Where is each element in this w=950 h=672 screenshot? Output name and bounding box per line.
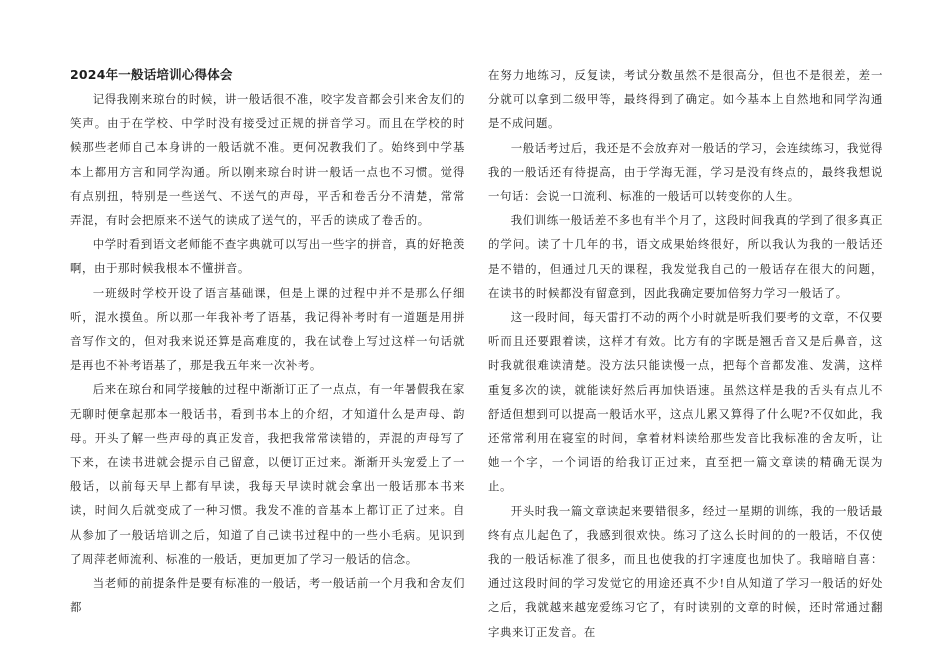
page-title: 2024年一般话培训心得体会 — [70, 67, 233, 82]
paragraph: 我们训练一般话差不多也有半个月了，这段时间我真的学到了很多真正的学问。读了十几年的书，语文成果始终很好，所以我认为我的一般话还是不错的，但通过几天的课程，我发觉我自己的一般话存在很大的问题，在读书的时候都没有留意到，因此我确定要加倍努力学习一般话了。 — [488, 213, 883, 300]
paragraph: 一班级时学校开设了语言基础课，但是上课的过程中并不是那么仔细听，混水摸鱼。所以那一年我补考了语基，我记得补考时有一道题是用拼音写作文的，但对我来说还算是高难度的，我在试卷上写过这样一句话就是再也不补考语基了，那是我五年来一次补考。 — [70, 285, 465, 373]
paragraph: 开头时我一篇文章读起来要错很多，经过一星期的训练，我的一般话最终有点儿起色了，我感到很欢快。练习了这么长时间的的一般话，不仅使我的一般话标准了很多，而且也使我的打字速度也加快了。我暗暗自喜：通过这段时间的学习发觉它的用途还真不少!自从知道了学习一般话的好处之后，我就越来越宠爱练习它了，有时读别的文章的时候，还时常通过翻字典来订正发音。在 — [488, 503, 883, 639]
paragraph-continuation: 在努力地练习，反复读，考试分数虽然不是很高分，但也不是很差，差一分就可以拿到二级甲等，最终得到了确定。如今基本上自然地和同学沟通是不成问题。 — [488, 68, 883, 131]
paragraph: 记得我刚来琼台的时候，讲一般话很不准，咬字发音都会引来舍友们的笑声。由于在学校、中学时没有接受过正规的拼音学习。而且在学校的时候那些老师自己本身讲的一般话就不准。更何况教我们了。始终到中学基本上都用方言和同学沟通。所以刚来琼台时讲一般话一点也不习惯。觉得有点别扭，特别是一些送气、不送气的声母，平舌和卷舌分不清楚，常常弄混，有时会把原来不送气的读成了送气的，平舌的读成了卷舌的。 — [70, 92, 465, 228]
right-column — [488, 63, 883, 644]
paragraph: 当老师的前提条件是要有标准的一般话，考一般话前一个月我和舍友们都 — [70, 576, 465, 615]
paragraph: 后来在琼台和同学接触的过程中渐渐订正了一点点，有一年暑假我在家无聊时便拿起那本一般话书，看到书本上的介绍，才知道什么是声母、韵母。开头了解一些声母的真正发音，我把我常常读错的，弄混的声母写了下来，在读书进就会提示自己留意，以便订正过来。渐渐开头宠爱上了一般话，以前每天早上都有早读，我每天早读时就会拿出一般话那本书来读，时间久后就变成了一种习惯。我发不准的音基本上都订正了过来。自从参加了一般话培训之后，知道了自己读书过程中的一些小毛病。见识到了周萍老师流利、标准的一般话，更加更加了学习一般话的信念。 — [70, 382, 465, 566]
paragraph: 一般话考过后，我还是不会放弃对一般话的学习，会连续练习，我觉得我的一般话还有待提高，由于学海无涯，学习是没有终点的，最终我想说一句话：会说一口流利、标准的一般话可以转变你的人生。 — [488, 140, 883, 204]
left-column — [70, 63, 465, 619]
paragraph: 这一段时间，每天雷打不动的两个小时就是听我们要考的文章，不仅要听而且还要跟着读，这样才有效。比方有的字既是翘舌音又是后鼻音，这时我就很难读清楚。没方法只能读慢一点，把每个音都发准、发满，这样重复多次的读，就能读好然后再加快语速。虽然这样是我的舌头有点儿不舒适但想到可以提高一般话水平，这点儿累又算得了什么呢?不仅如此，我还常常利用在寝室的时间，拿着材料读给那些发音比我标准的舍友听，让她一个字，一个词语的给我订正过来，直至把一篇文章读的精确无误为止。 — [488, 310, 883, 494]
paragraph: 中学时看到语文老师能不查字典就可以写出一些字的拼音，真的好艳羡啊，由于那时候我根本不懂拼音。 — [70, 237, 465, 276]
